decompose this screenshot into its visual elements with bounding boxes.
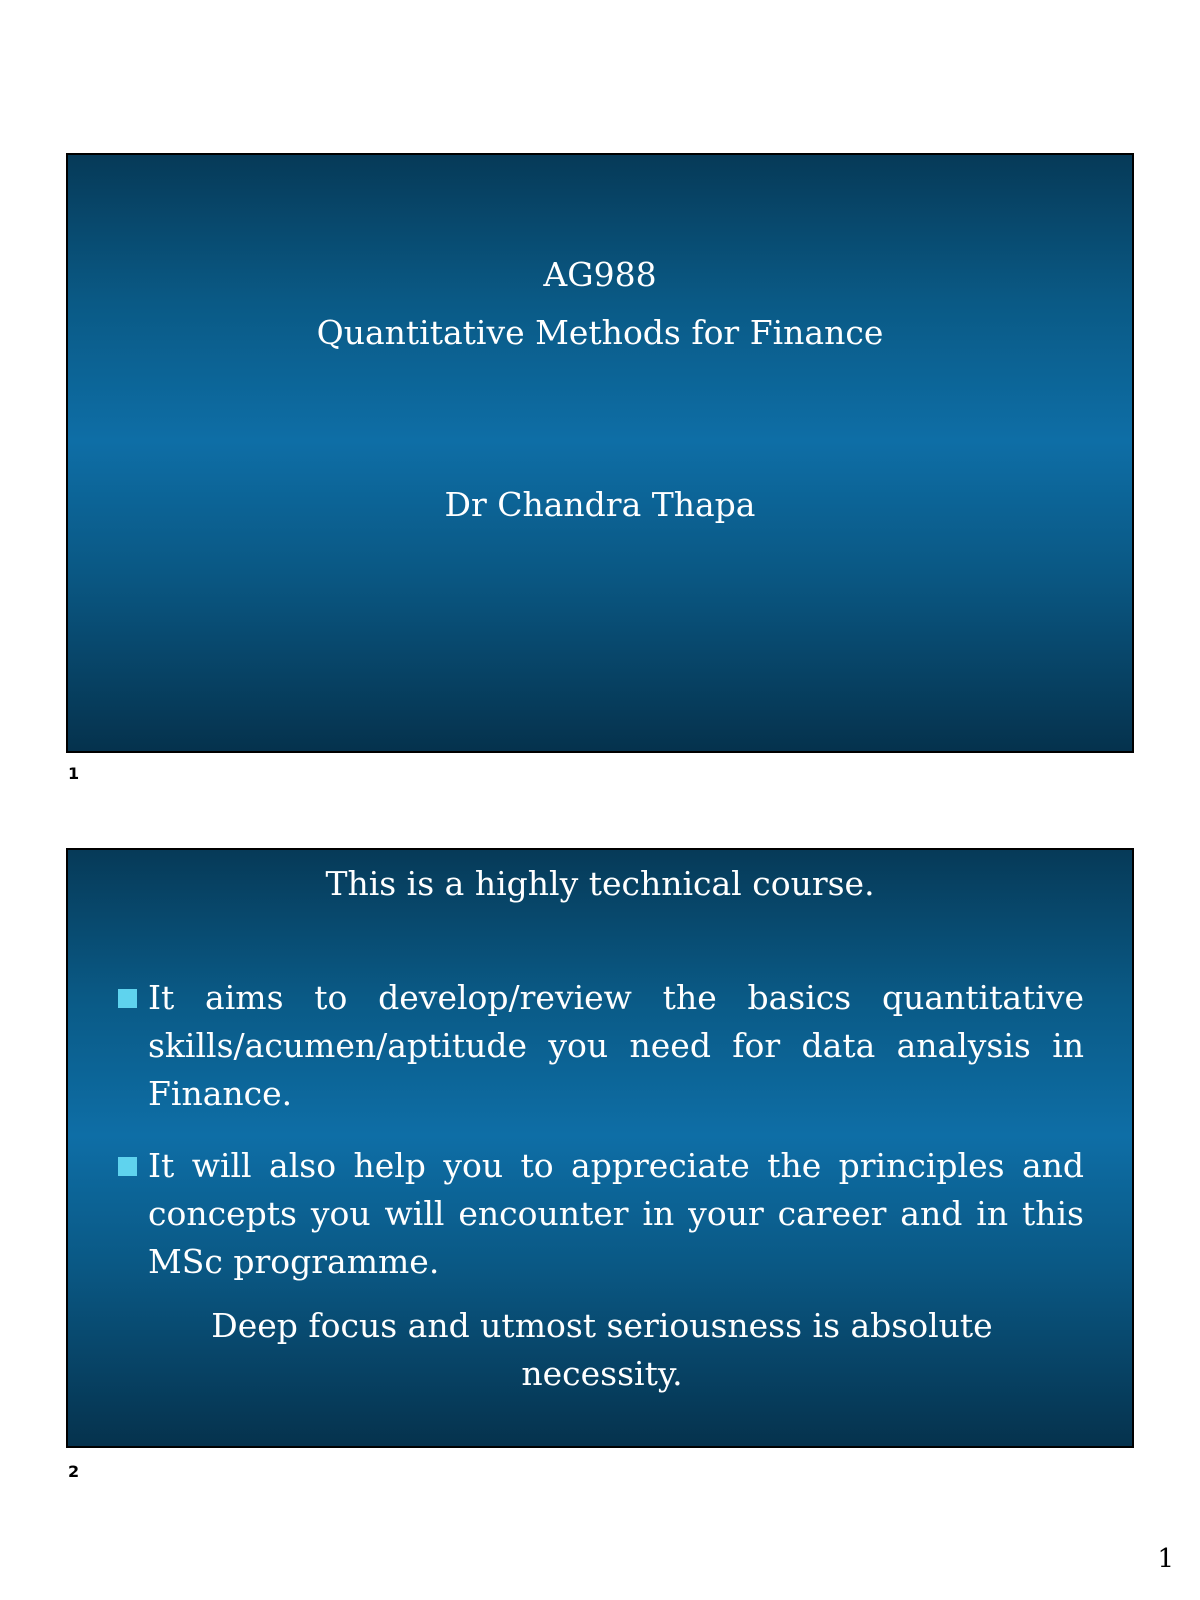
page-number: 1 <box>1157 1544 1174 1574</box>
author-name: Dr Chandra Thapa <box>444 485 756 524</box>
square-bullet-icon <box>118 1142 148 1286</box>
closing-statement: Deep focus and utmost seriousness is absolute necessity. <box>211 1306 993 1393</box>
slide-number-1: 1 <box>68 764 80 783</box>
square-bullet-icon <box>118 974 148 1118</box>
bullet-item <box>118 1142 1084 1286</box>
slide-number-2: 2 <box>68 1462 80 1481</box>
slide-heading: This is a highly technical course. <box>325 864 875 903</box>
slide-2 <box>66 848 1134 1448</box>
bullet-text: It will also help you to appreciate the principles and concepts you will encounter in your career and in this MSc programme. <box>148 1146 1084 1281</box>
bullet-text: It aims to develop/review the basics quantitative skills/acumen/aptitude you need for data analysis in Finance. <box>148 978 1084 1113</box>
bullet-item <box>118 974 1084 1118</box>
slide-1 <box>66 153 1134 753</box>
course-title: Quantitative Methods for Finance <box>316 313 884 352</box>
course-code: AG988 <box>543 255 657 294</box>
